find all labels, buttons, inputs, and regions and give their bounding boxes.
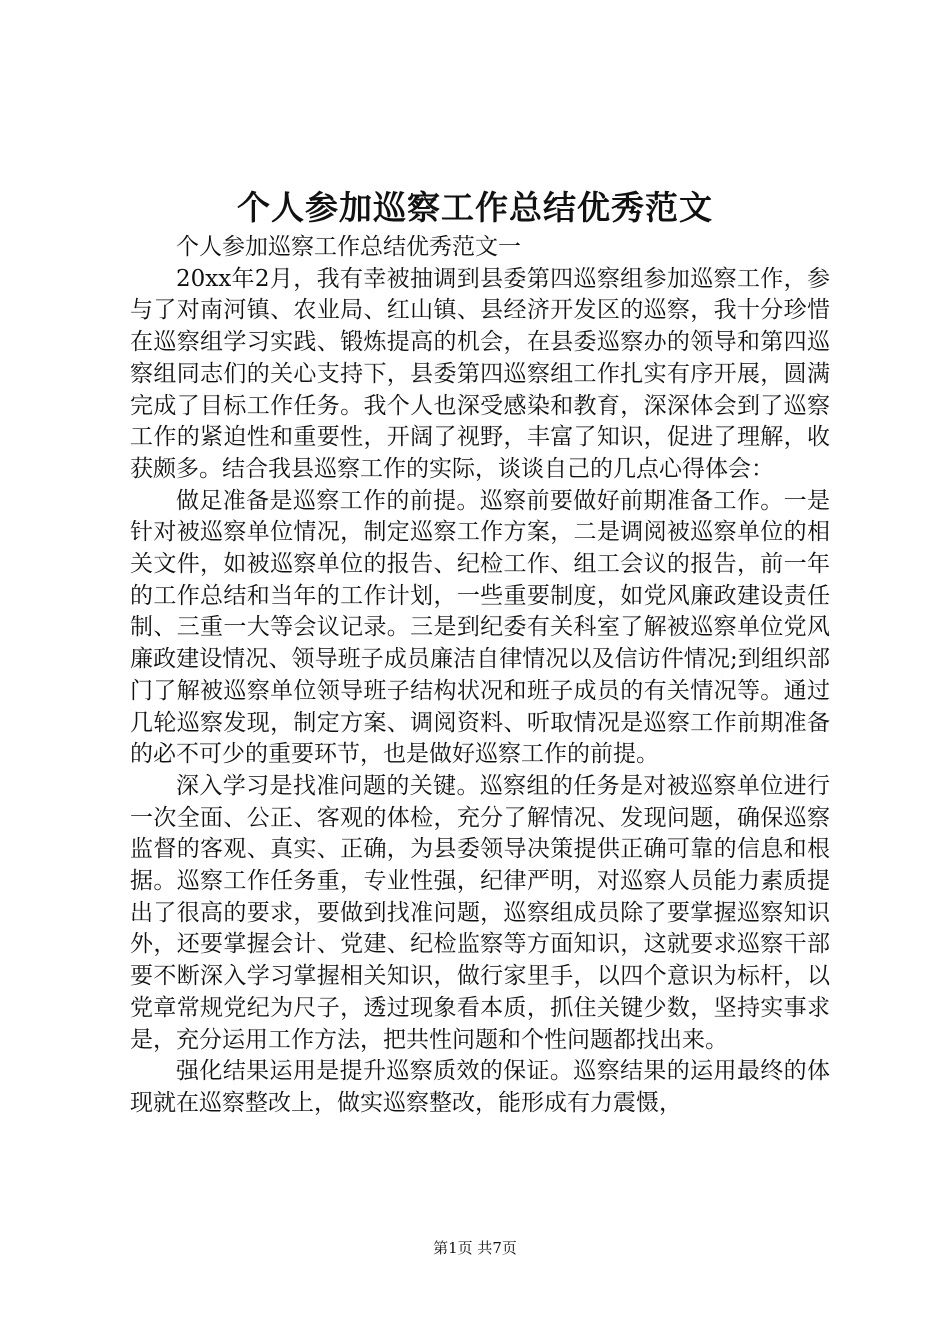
paragraph-preparation: 做足准备是巡察工作的前提。巡察前要做好前期准备工作。一是针对被巡察单位情况，制定巡察工作方案，二是调阅被巡察单位的相关文件，如被巡察单位的报告、纪检工作、组工会议的报告，前一年的工作总结和当年的工作计划，一些重要制度，如党风廉政建设责任制、三重一大等会议记录。三是到纪委有关科室了解被巡察单位党风廉政建设情况、领导班子成员廉洁自律情况以及信访件情况;到组织部门了解被巡察单位领导班子结构状况和班子成员的有关情况等。通过几轮巡察发现，制定方案、调阅资料、听取情况是巡察工作前期准备的必不可少的重要环节，也是做好巡察工作的前提。 xyxy=(130,487,830,768)
paragraph-results: 强化结果运用是提升巡察质效的保证。巡察结果的运用最终的体现就在巡察整改上，做实巡察整改，能形成有力震慑， xyxy=(130,1058,830,1116)
paragraph-intro: 20xx年2月，我有幸被抽调到县委第四巡察组参加巡察工作，参与了对南河镇、农业局、红山镇、县经济开发区的巡察，我十分珍惜在巡察组学习实践、锻炼提高的机会，在县委巡察办的领导和第四巡察组同志们的关心支持下，县委第四巡察组工作扎实有序开展，圆满完成了目标工作任务。我个人也深受感染和教育，深深体会到了巡察工作的紧迫性和重要性，开阔了视野，丰富了知识，促进了理解，收获颇多。结合我县巡察工作的实际，谈谈自己的几点心得体会： xyxy=(130,265,830,482)
page-number-footer: 第1页 共7页 xyxy=(433,1239,517,1257)
document-title: 个人参加巡察工作总结优秀范文 xyxy=(237,188,713,227)
paragraph-learning: 深入学习是找准问题的关键。巡察组的任务是对被巡察单位进行一次全面、公正、客观的体检，充分了解情况、发现问题，确保巡察监督的客观、真实、正确，为县委领导决策提供正确可靠的信息和根据。巡察工作任务重，专业性强，纪律严明，对巡察人员能力素质提出了很高的要求，要做到找准问题，巡察组成员除了要掌握巡察知识外，还要掌握会计、党建、纪检监察等方面知识，这就要求巡察干部要不断深入学习掌握相关知识，做行家里手，以四个意识为标杆，以党章常规党纪为尺子，透过现象看本质，抓住关键少数，坚持实事求是，充分运用工作方法，把共性问题和个性问题都找出来。 xyxy=(130,772,830,1053)
document-body xyxy=(130,232,830,1120)
paragraph-subtitle: 个人参加巡察工作总结优秀范文一 xyxy=(176,234,521,260)
